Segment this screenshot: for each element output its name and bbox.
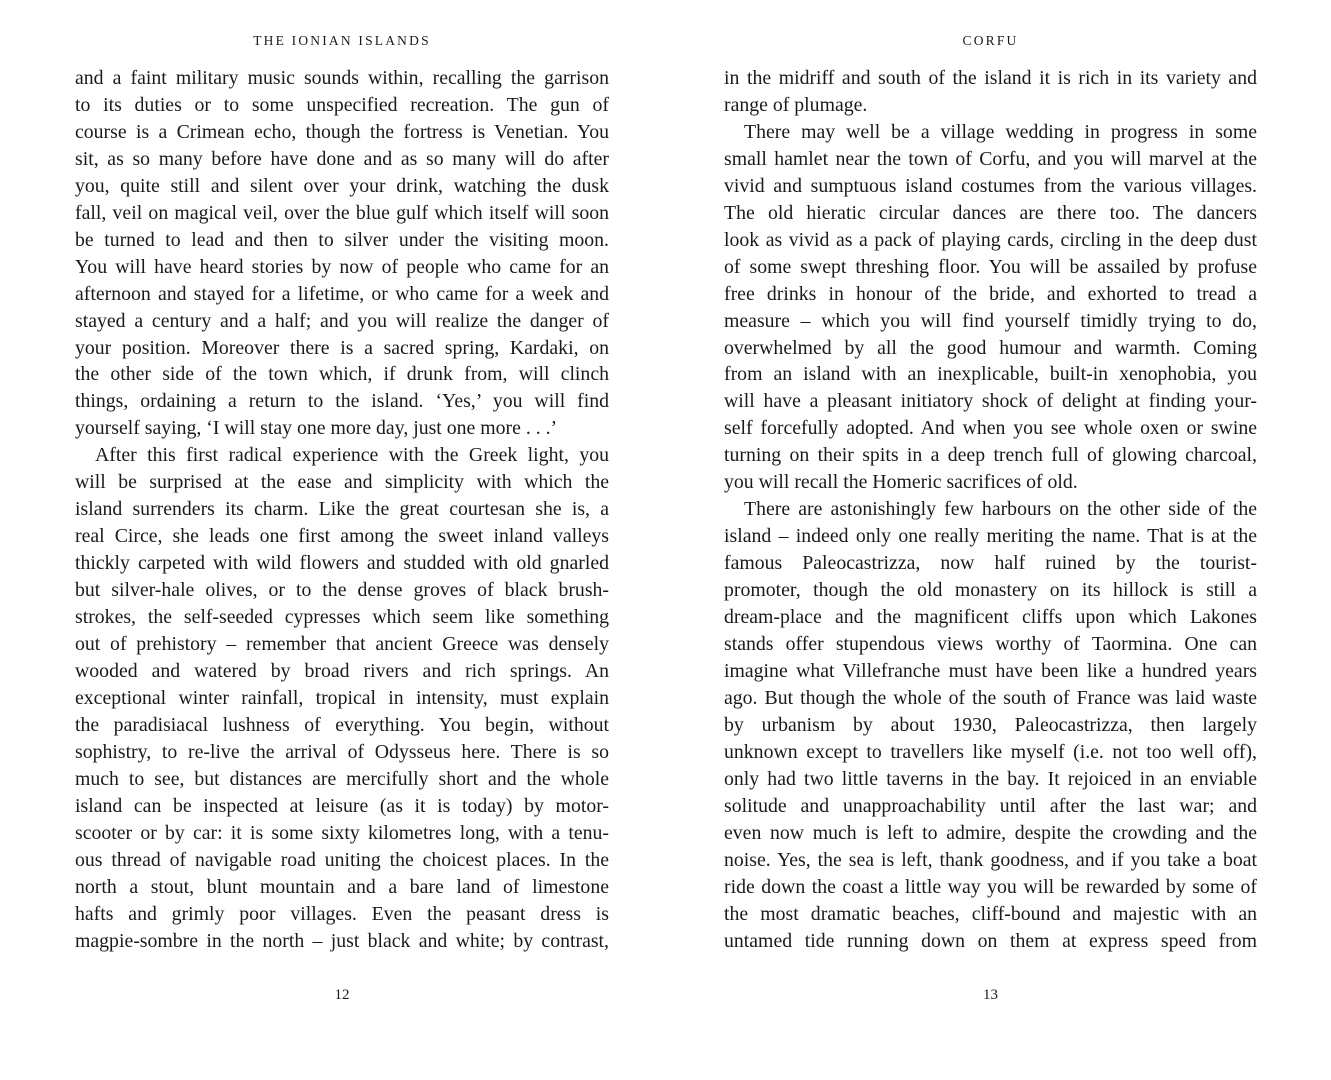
text-line: After this first radical experience with the Greek light, you: [95, 444, 609, 467]
text-line: thickly carpeted with wild flowers and studded with old gnarled: [75, 552, 609, 575]
text-line: north a stout, blunt mountain and a bare land of limestone: [75, 875, 609, 898]
text-line: hafts and grimly poor villages. Even the peasant dress is: [75, 902, 609, 925]
text-line: the most dramatic beaches, cliff-bound and majestic with an: [724, 902, 1257, 925]
text-line: yourself saying, ‘I will stay one more day, just one more . . .’: [75, 417, 558, 440]
text-line: ous thread of navigable road uniting the choicest places. In the: [75, 848, 609, 871]
text-line: ride down the coast a little way you will be rewarded by some of: [724, 875, 1257, 898]
text-line: turning on their spits in a deep trench full of glowing charcoal,: [724, 444, 1257, 467]
text-line: your position. Moreover there is a sacred spring, Kardaki, on: [75, 336, 609, 359]
text-line: be turned to lead and then to silver under the visiting moon.: [75, 228, 609, 251]
text-line: range of plumage.: [724, 93, 868, 116]
page-number: 13: [983, 987, 998, 1003]
right-page: [724, 0, 1257, 1080]
text-line: exceptional winter rainfall, tropical in intensity, must explain: [75, 686, 609, 709]
text-line: sit, as so many before have done and as so many will do after: [75, 147, 609, 170]
text-line: island surrenders its charm. Like the great courtesan she is, a: [75, 498, 609, 521]
text-line: the paradisiacal lushness of everything. You begin, without: [75, 713, 609, 736]
text-line: stayed a century and a half; and you will realize the danger of: [75, 309, 609, 332]
text-line: The old hieratic circular dances are there too. The dancers: [724, 201, 1257, 224]
text-line: imagine what Villefranche must have been like a hundred years: [724, 659, 1257, 682]
text-line: island – indeed only one really meriting the name. That is at the: [724, 525, 1257, 548]
text-line: and a faint military music sounds within, recalling the garrison: [75, 67, 609, 89]
text-line: stands offer stupendous views worthy of Taormina. One can: [724, 633, 1257, 656]
text-line: measure – which you will find yourself timidly trying to do,: [724, 309, 1257, 332]
page-number: 12: [334, 987, 350, 1003]
text-line: to its duties or to some unspecified recreation. The gun of: [75, 93, 609, 116]
text-line: you will recall the Homeric sacrifices of old.: [724, 471, 1078, 494]
text-line: noise. Yes, the sea is left, thank goodness, and if you take a boat: [724, 848, 1257, 871]
text-line: strokes, the self-seeded cypresses which seem like something: [75, 606, 609, 629]
running-head: THE IONIAN ISLANDS: [253, 33, 431, 48]
text-line: free drinks in honour of the bride, and exhorted to tread a: [724, 282, 1257, 305]
text-line: from an island with an inexplicable, built-in xenophobia, you: [724, 363, 1257, 386]
text-line: magpie-sombre in the north – just black and white; by contrast,: [75, 929, 609, 952]
text-line: solitude and unapproachability until after the last war; and: [724, 794, 1257, 817]
text-line: course is a Crimean echo, though the fortress is Venetian. You: [75, 120, 609, 143]
text-line: will be surprised at the ease and simplicity with which the: [75, 471, 609, 494]
text-line: famous Paleocastrizza, now half ruined by the tourist-: [724, 552, 1257, 575]
body-text: [75, 65, 609, 954]
text-line: but silver-hale olives, or to the dense groves of black brush-: [75, 579, 609, 602]
text-line: small hamlet near the town of Corfu, and you will marvel at the: [724, 147, 1257, 170]
text-line: by urbanism by about 1930, Paleocastrizza, then largely: [724, 713, 1257, 736]
running-head: CORFU: [962, 33, 1019, 48]
text-line: promoter, though the old monastery on its hillock is still a: [724, 579, 1257, 602]
text-line: will have a pleasant initiatory shock of delight at finding your-: [724, 390, 1257, 413]
text-line: out of prehistory – remember that ancient Greece was densely: [75, 633, 609, 656]
text-line: dream-place and the magnificent cliffs upon which Lakones: [724, 606, 1257, 629]
text-line: untamed tide running down on them at express speed from: [724, 929, 1257, 952]
left-page: [75, 0, 609, 1080]
body-text: [724, 65, 1257, 954]
text-line: in the midriff and south of the island it is rich in its variety and: [724, 67, 1257, 89]
text-line: You will have heard stories by now of people who came for an: [75, 255, 609, 278]
text-line: only had two little taverns in the bay. It rejoiced in an enviable: [724, 767, 1257, 790]
text-line: island can be inspected at leisure (as it is today) by motor-: [75, 794, 609, 817]
text-line: real Circe, she leads one first among the sweet inland valleys: [75, 525, 609, 548]
text-line: scooter or by car: it is some sixty kilometres long, with a tenu-: [75, 821, 609, 844]
text-line: sophistry, to re-live the arrival of Odysseus here. There is so: [75, 740, 609, 763]
text-line: overwhelmed by all the good humour and warmth. Coming: [724, 336, 1257, 359]
text-line: There may well be a village wedding in progress in some: [744, 120, 1257, 143]
text-line: afternoon and stayed for a lifetime, or who came for a week and: [75, 282, 609, 305]
text-line: self forcefully adopted. And when you see whole oxen or swine: [724, 417, 1257, 440]
text-line: There are astonishingly few harbours on the other side of the: [744, 498, 1257, 521]
text-line: unknown except to travellers like myself (i.e. not too well off),: [724, 740, 1257, 763]
text-line: wooded and watered by broad rivers and rich springs. An: [75, 659, 609, 682]
text-line: of some swept threshing floor. You will be assailed by profuse: [724, 255, 1257, 278]
text-line: things, ordaining a return to the island. ‘Yes,’ you will find: [75, 390, 609, 413]
text-line: look as vivid as a pack of playing cards, circling in the deep dust: [724, 228, 1257, 251]
text-line: even now much is left to admire, despite the crowding and the: [724, 821, 1257, 844]
text-line: ago. But though the whole of the south of France was laid waste: [724, 686, 1257, 709]
text-line: the other side of the town which, if drunk from, will clinch: [75, 363, 609, 386]
text-line: much to see, but distances are mercifully short and the whole: [75, 767, 609, 790]
text-line: fall, veil on magical veil, over the blue gulf which itself will soon: [75, 201, 609, 224]
text-line: you, quite still and silent over your drink, watching the dusk: [75, 174, 609, 197]
text-line: vivid and sumptuous island costumes from the various villages.: [724, 174, 1257, 197]
